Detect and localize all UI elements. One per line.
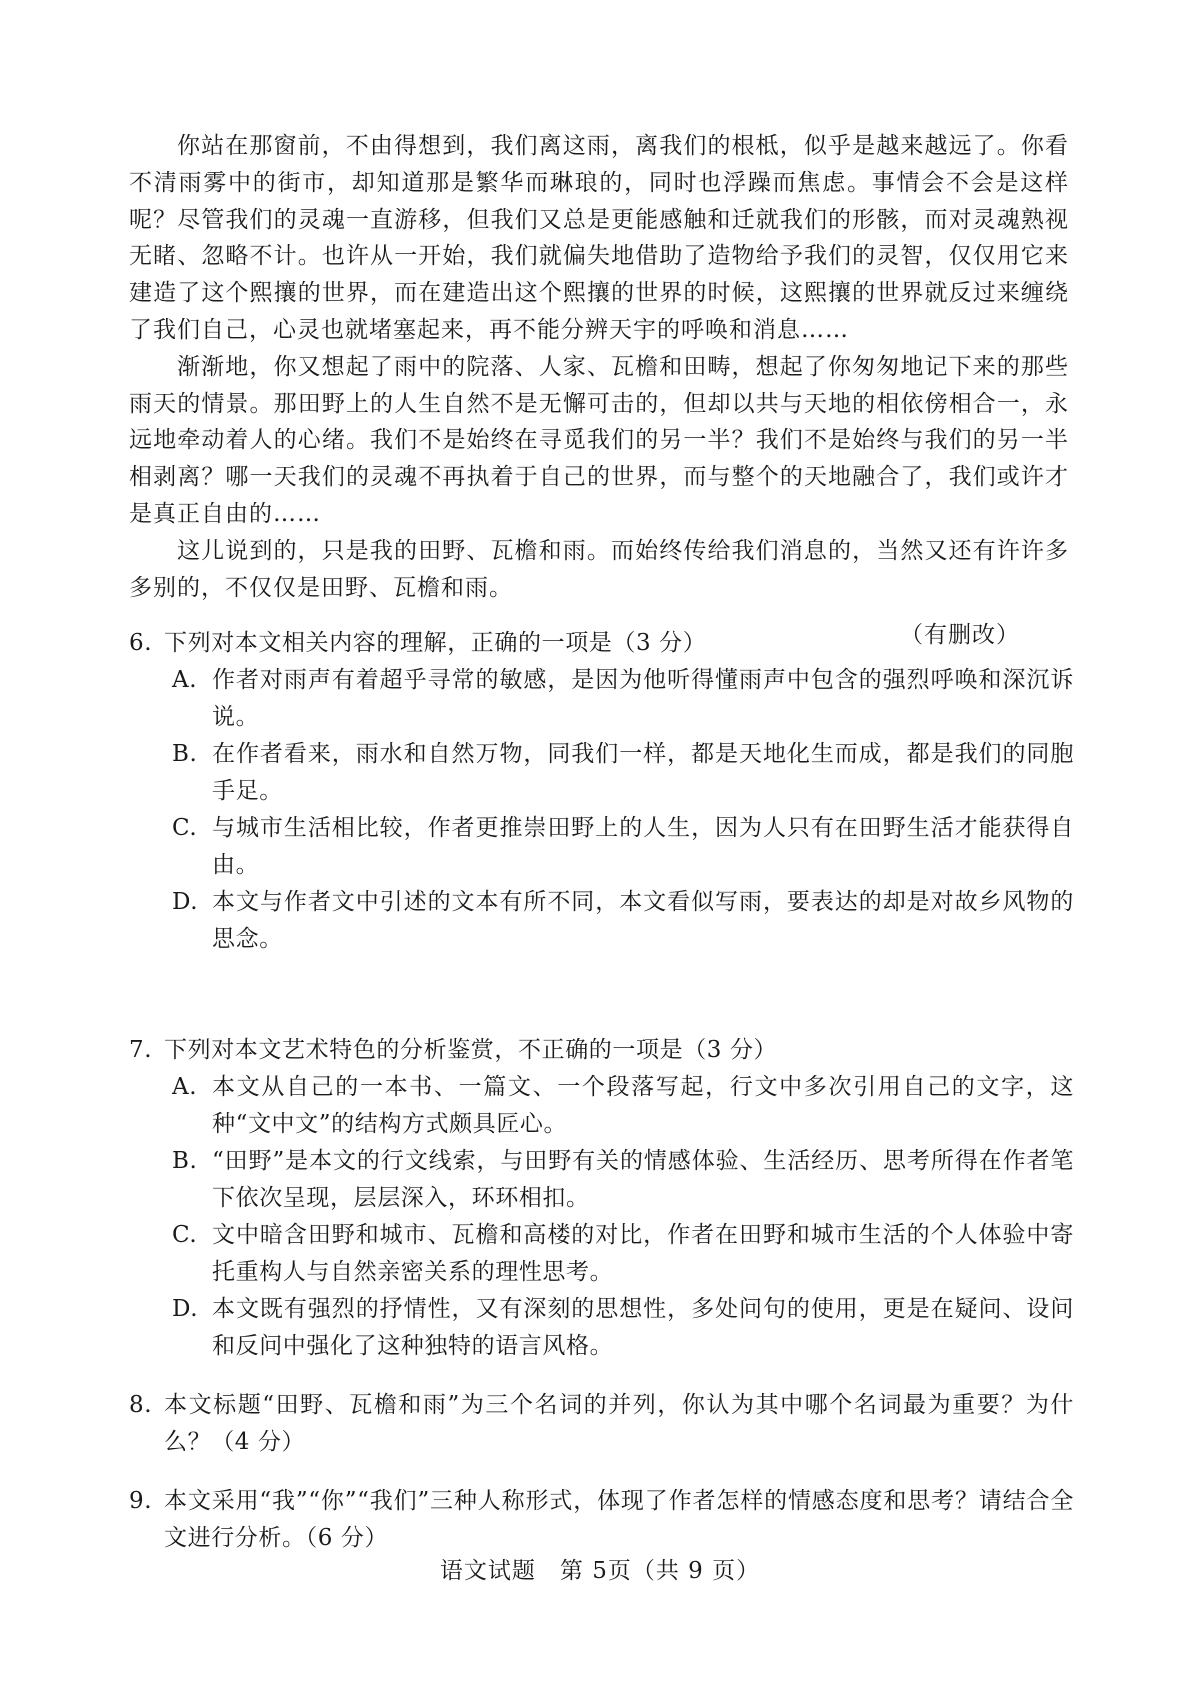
- question-text: 本文采用“我”“你”“我们”三种人称形式，体现了作者怎样的情感态度和思考？请结合全文进行分析。（6 分）: [164, 1488, 1074, 1551]
- passage-paragraph: 渐渐地，你又想起了雨中的院落、人家、瓦檐和田畴，想起了你匆匆地记下来的那些雨天的情景。那田野上的人生自然不是无懈可击的，但却以共与天地的相依傍相合一，永远地牵动着人的心绪。我们不是始终在寻觅我们的另一半？我们不是始终与我们的另一半相剥离？哪一天我们的灵魂不再执着于自己的世界，而与整个的天地融合了，我们或许才是真正自由的……: [129, 353, 1069, 527]
- option-text: “田野”是本文的行文线索，与田野有关的情感体验、生活经历、思考所得在作者笔下依次呈现，层层深入，环环相扣。: [212, 1148, 1074, 1211]
- question-text: 下列对本文艺术特色的分析鉴赏，不正确的一项是（3 分）: [164, 1037, 778, 1063]
- option-letter: C.: [172, 815, 198, 841]
- question-text: 下列对本文相关内容的理解，正确的一项是（3 分）: [164, 630, 707, 656]
- abridged-note: （有删改）: [900, 622, 1020, 648]
- option-text: 作者对雨声有着超乎寻常的敏感，是因为他听得懂雨声中包含的强烈呼唤和深沉诉说。: [212, 667, 1074, 730]
- option-text: 在作者看来，雨水和自然万物，同我们一样，都是天地化生而成，都是我们的同胞手足。: [212, 741, 1074, 804]
- option-d: [172, 884, 1074, 958]
- reading-passage: [129, 128, 1069, 606]
- option-b: [172, 736, 1074, 810]
- option-letter: D.: [172, 1296, 199, 1322]
- question-7: [129, 1032, 1074, 1365]
- question-stem: [129, 625, 1074, 662]
- option-text: 本文从自己的一本书、一篇文、一个段落写起，行文中多次引用自己的文字，这种“文中文”的结构方式颇具匠心。: [212, 1074, 1074, 1137]
- question-9: [129, 1483, 1074, 1557]
- question-number: 7.: [129, 1037, 153, 1063]
- option-c: [172, 1217, 1074, 1291]
- question-8: [129, 1387, 1074, 1461]
- option-a: [172, 662, 1074, 736]
- option-letter: D.: [172, 889, 199, 915]
- option-text: 本文与作者文中引述的文本有所不同，本文看似写雨，要表达的却是对故乡风物的思念。: [212, 889, 1074, 952]
- option-letter: B.: [172, 1148, 198, 1174]
- question-number: 6.: [129, 630, 153, 656]
- option-letter: B.: [172, 741, 198, 767]
- option-text: 文中暗含田野和城市、瓦檐和高楼的对比，作者在田野和城市生活的个人体验中寄托重构人与自然亲密关系的理性思考。: [212, 1222, 1074, 1285]
- passage-paragraph: 你站在那窗前，不由得想到，我们离这雨，离我们的根柢，似乎是越来越远了。你看不清雨雾中的街市，却知道那是繁华而琳琅的，同时也浮躁而焦虑。事情会不会是这样呢？尽管我们的灵魂一直游移，但我们又总是更能感触和迁就我们的形骸，而对灵魂熟视无睹、忽略不计。也许从一开始，我们就偏失地借助了造物给予我们的灵智，仅仅用它来建造了这个熙攘的世界，而在建造出这个熙攘的世界的时候，这熙攘的世界就反过来缠绕了我们自己，心灵也就堵塞起来，再不能分辨天宇的呼唤和消息……: [129, 133, 1069, 343]
- question-stem: [129, 1483, 1074, 1557]
- question-stem: [129, 1032, 1074, 1069]
- question-6: [129, 625, 1074, 958]
- option-text: 本文既有强烈的抒情性，又有深刻的思想性，多处问句的使用，更是在疑问、设问和反问中强化了这种独特的语言风格。: [212, 1296, 1074, 1359]
- option-letter: C.: [172, 1222, 198, 1248]
- option-letter: A.: [172, 667, 198, 693]
- option-letter: A.: [172, 1074, 198, 1100]
- option-d: [172, 1291, 1074, 1365]
- question-text: 本文标题“田野、瓦檐和雨”为三个名词的并列，你认为其中哪个名词最为重要？为什么？（4 分）: [164, 1392, 1074, 1455]
- option-text: 与城市生活相比较，作者更推崇田野上的人生，因为人只有在田野生活才能获得自由。: [212, 815, 1074, 878]
- page-footer: 语文试题 第 5页（共 9 页）: [439, 1558, 761, 1584]
- question-number: 9.: [129, 1488, 153, 1514]
- passage-paragraph: 这儿说到的，只是我的田野、瓦檐和雨。而始终传给我们消息的，当然又还有许许多多别的，不仅仅是田野、瓦檐和雨。: [129, 537, 1069, 601]
- option-a: [172, 1069, 1074, 1143]
- question-stem: [129, 1387, 1074, 1461]
- option-c: [172, 810, 1074, 884]
- question-number: 8.: [129, 1392, 153, 1418]
- option-b: [172, 1143, 1074, 1217]
